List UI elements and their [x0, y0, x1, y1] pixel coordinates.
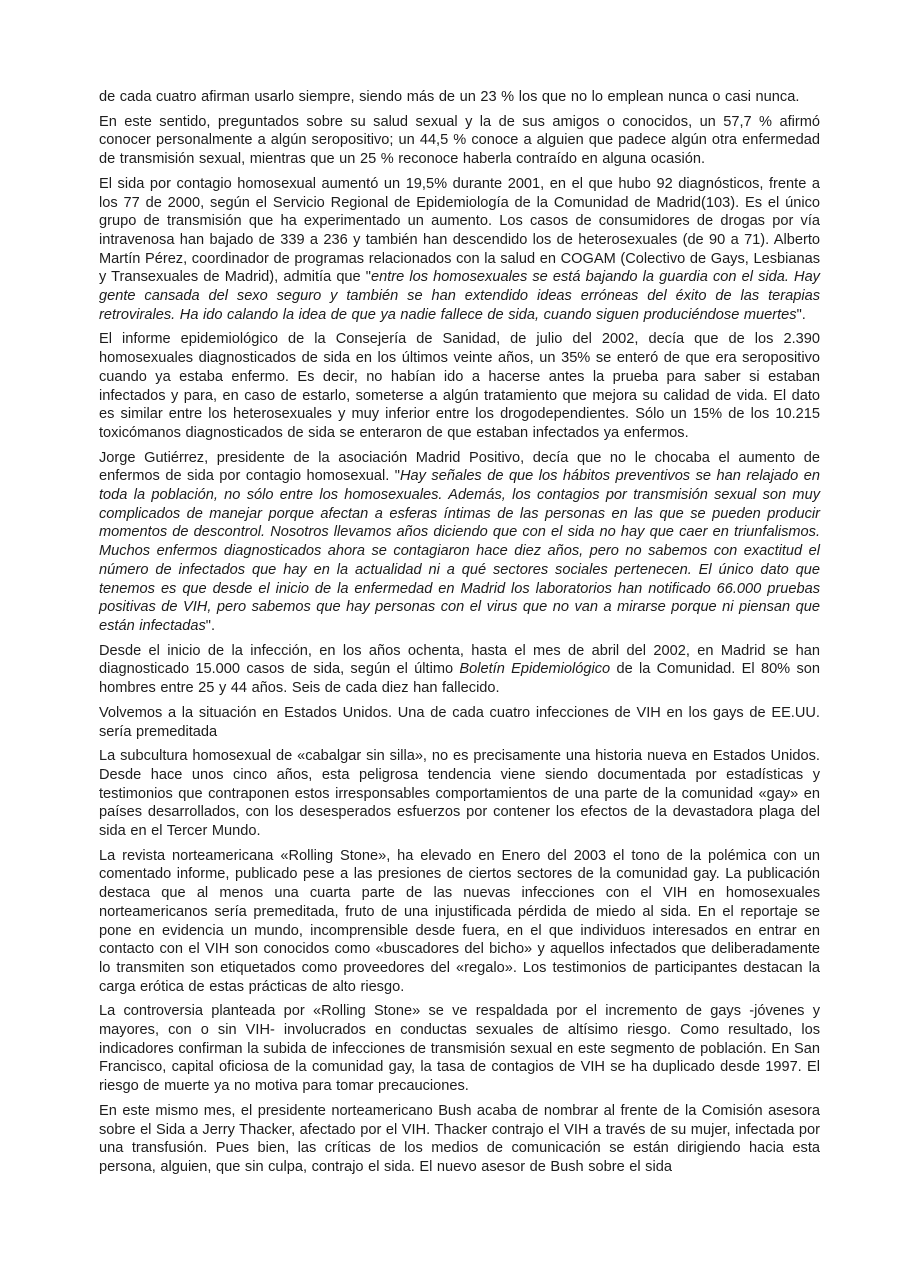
body-text: ". [205, 617, 216, 634]
paragraph [99, 747, 820, 841]
body-text: de cada cuatro afirman usarlo siempre, siendo más de un 23 % los que no lo emplean nunca o casi nunca. [99, 89, 800, 105]
paragraph [99, 113, 820, 169]
body-text: El informe epidemiológico de la Consejería de Sanidad, de julio del 2002, decía que de los 2.390 homosexuales diagnosticados de sida en los últimos veinte años, un 35% se enteró de que era seropositivo cuando ya estaba enfermo. Es decir, no habían ido a hacerse antes la prueba para saber si estaban infectados y para, en caso de estarlo, someterse a algún tratamiento que mejora su calidad de vida. El dato es similar entre los heterosexuales y muy inferior entre los drogodependientes. Sólo un 15% de los 10.215 toxicómanos diagnosticados de sida se enteraron de que estaban infectados ya enfermos. [99, 331, 820, 441]
paragraph [99, 1102, 820, 1177]
quoted-italic-text: Hay señales de que los hábitos preventivos se han relajado en toda la población, no sólo entre los homosexuales. Además, los contagios por transmisión sexual son muy complicados de manejar porque afectan a esferas íntimas de las personas en las que se pueden producir momentos de descontrol. Nosotros llevamos años diciendo que con el sida no hay que caer en triunfalismos. Muchos enfermos diagnosticados ahora se contagiaron hace diez años, pero no sabemos con exactitud el número de infectados que hay en la actualidad ni a qué sectores sociales pertenecen. El único dato que tenemos es que desde el inicio de la enfermedad en Madrid los laboratorios han notificado 66.000 pruebas positivas de VIH, pero sabemos que hay personas con el virus que no van a mirarse porque ni piensan que están infectadas [99, 468, 820, 634]
body-text: En este sentido, preguntados sobre su salud sexual y la de sus amigos o conocidos, un 57,7 % afirmó conocer personalmente a algún seropositivo; un 44,5 % conoce a alguien que padece algún otra enfermedad de transmisión sexual, mientras que un 25 % reconoce haberla contraído en alguna ocasión. [99, 113, 820, 168]
body-text: La controversia planteada por «Rolling Stone» se ve respaldada por el incremento de gays -jóvenes y mayores, con o sin VIH- involucrados en conductas sexuales de altísimo riesgo. Como resultado, los indicadores confirman la subida de infecciones de transmisión sexual en este segmento de población. En San Francisco, capital oficiosa de la comunidad gay, la tasa de contagios de VIH se ha duplicado desde 1997. El riesgo de muerte ya no motiva para tomar precauciones. [99, 1003, 820, 1095]
paragraph [99, 847, 820, 997]
paragraph [99, 88, 820, 107]
body-text: Volvemos a la situación en Estados Unidos. Una de cada cuatro infecciones de VIH en los gays de EE.UU. sería premeditada [99, 704, 820, 740]
body-text: La subcultura homosexual de «cabalgar sin silla», no es precisamente una historia nueva en Estados Unidos. Desde hace unos cinco años, esta peligrosa tendencia viene siendo documentada por estadísticas y testimonios que contraponen estos irresponsables comportamientos de una parte de la comunidad «gay» en países desarrollados, con los desesperados esfuerzos por contener los efectos de la devastadora plaga del sida en el Tercer Mundo. [99, 748, 820, 840]
body-text: ". [796, 306, 806, 323]
quoted-italic-text: Boletín Epidemiológico [459, 661, 611, 678]
body-text: de la Comunidad. El 80% son hombres entre 25 y 44 años. Seis de cada diez han fallecido. [99, 661, 820, 697]
body-text: Jorge Gutiérrez, presidente de la asociación Madrid Positivo, decía que no le chocaba el aumento de enfermos de sida por contagio homosexual. " [99, 449, 820, 485]
paragraph [99, 704, 820, 741]
body-text: Desde el inicio de la infección, en los años ochenta, hasta el mes de abril del 2002, en Madrid se han diagnosticado 15.000 casos de sida, según el último [99, 642, 820, 678]
paragraph [99, 642, 820, 698]
document-content [99, 88, 820, 1177]
body-text: El sida por contagio homosexual aumentó un 19,5% durante 2001, en el que hubo 92 diagnósticos, frente a los 77 de 2000, según el Servicio Regional de Epidemiología de la Comunidad de Madrid(103). Es el único grupo de transmisión que ha experimentado un aumento. Los casos de consumidores de drogas por vía intravenosa han bajado de 339 a 236 y también han descendido los de heterosexuales (de 90 a 71). Alberto Martín Pérez, coordinador de programas relacionados con la salud en COGAM (Colectivo de Gays, Lesbianas y Transexuales de Madrid), admitía que " [99, 175, 820, 286]
paragraph [99, 330, 820, 442]
quoted-italic-text: entre los homosexuales se está bajando la guardia con el sida. Hay gente cansada del sexo seguro y también se han extendido ideas erróneas del éxito de las terapias retrovirales. Ha ido calando la idea de que ya nadie fallece de sida, cuando siguen produciéndose muertes [99, 269, 820, 323]
paragraph [99, 449, 820, 636]
paragraph [99, 1002, 820, 1096]
body-text: En este mismo mes, el presidente norteamericano Bush acaba de nombrar al frente de la Comisión asesora sobre el Sida a Jerry Thacker, afectado por el VIH. Thacker contrajo el VIH a través de su mujer, infectada por una transfusión. Pues bien, las críticas de los medios de comunicación se están dirigiendo hacia esta persona, alguien, que sin culpa, contrajo el sida. El nuevo asesor de Bush sobre el sida [99, 1102, 820, 1175]
paragraph [99, 175, 820, 325]
body-text: La revista norteamericana «Rolling Stone», ha elevado en Enero del 2003 el tono de la polémica con un comentado informe, publicado pese a las presiones de ciertos sectores de la comunidad gay. La publicación destaca que al menos una cuarta parte de las nuevas infecciones con el VIH en homosexuales norteamericanos sería premeditada, fruto de una injustificada pérdida de miedo al sida. En el reportaje se pone en evidencia un mundo, incomprensible desde fuera, en el que individuos interesados en entrar en contacto con el VIH son conocidos como «buscadores del bicho» y aquellos infectados que deliberadamente lo transmiten son etiquetados como proveedores del «regalo». Los testimonios de participantes destacan la carga erótica de estas prácticas de alto riesgo. [99, 847, 820, 995]
